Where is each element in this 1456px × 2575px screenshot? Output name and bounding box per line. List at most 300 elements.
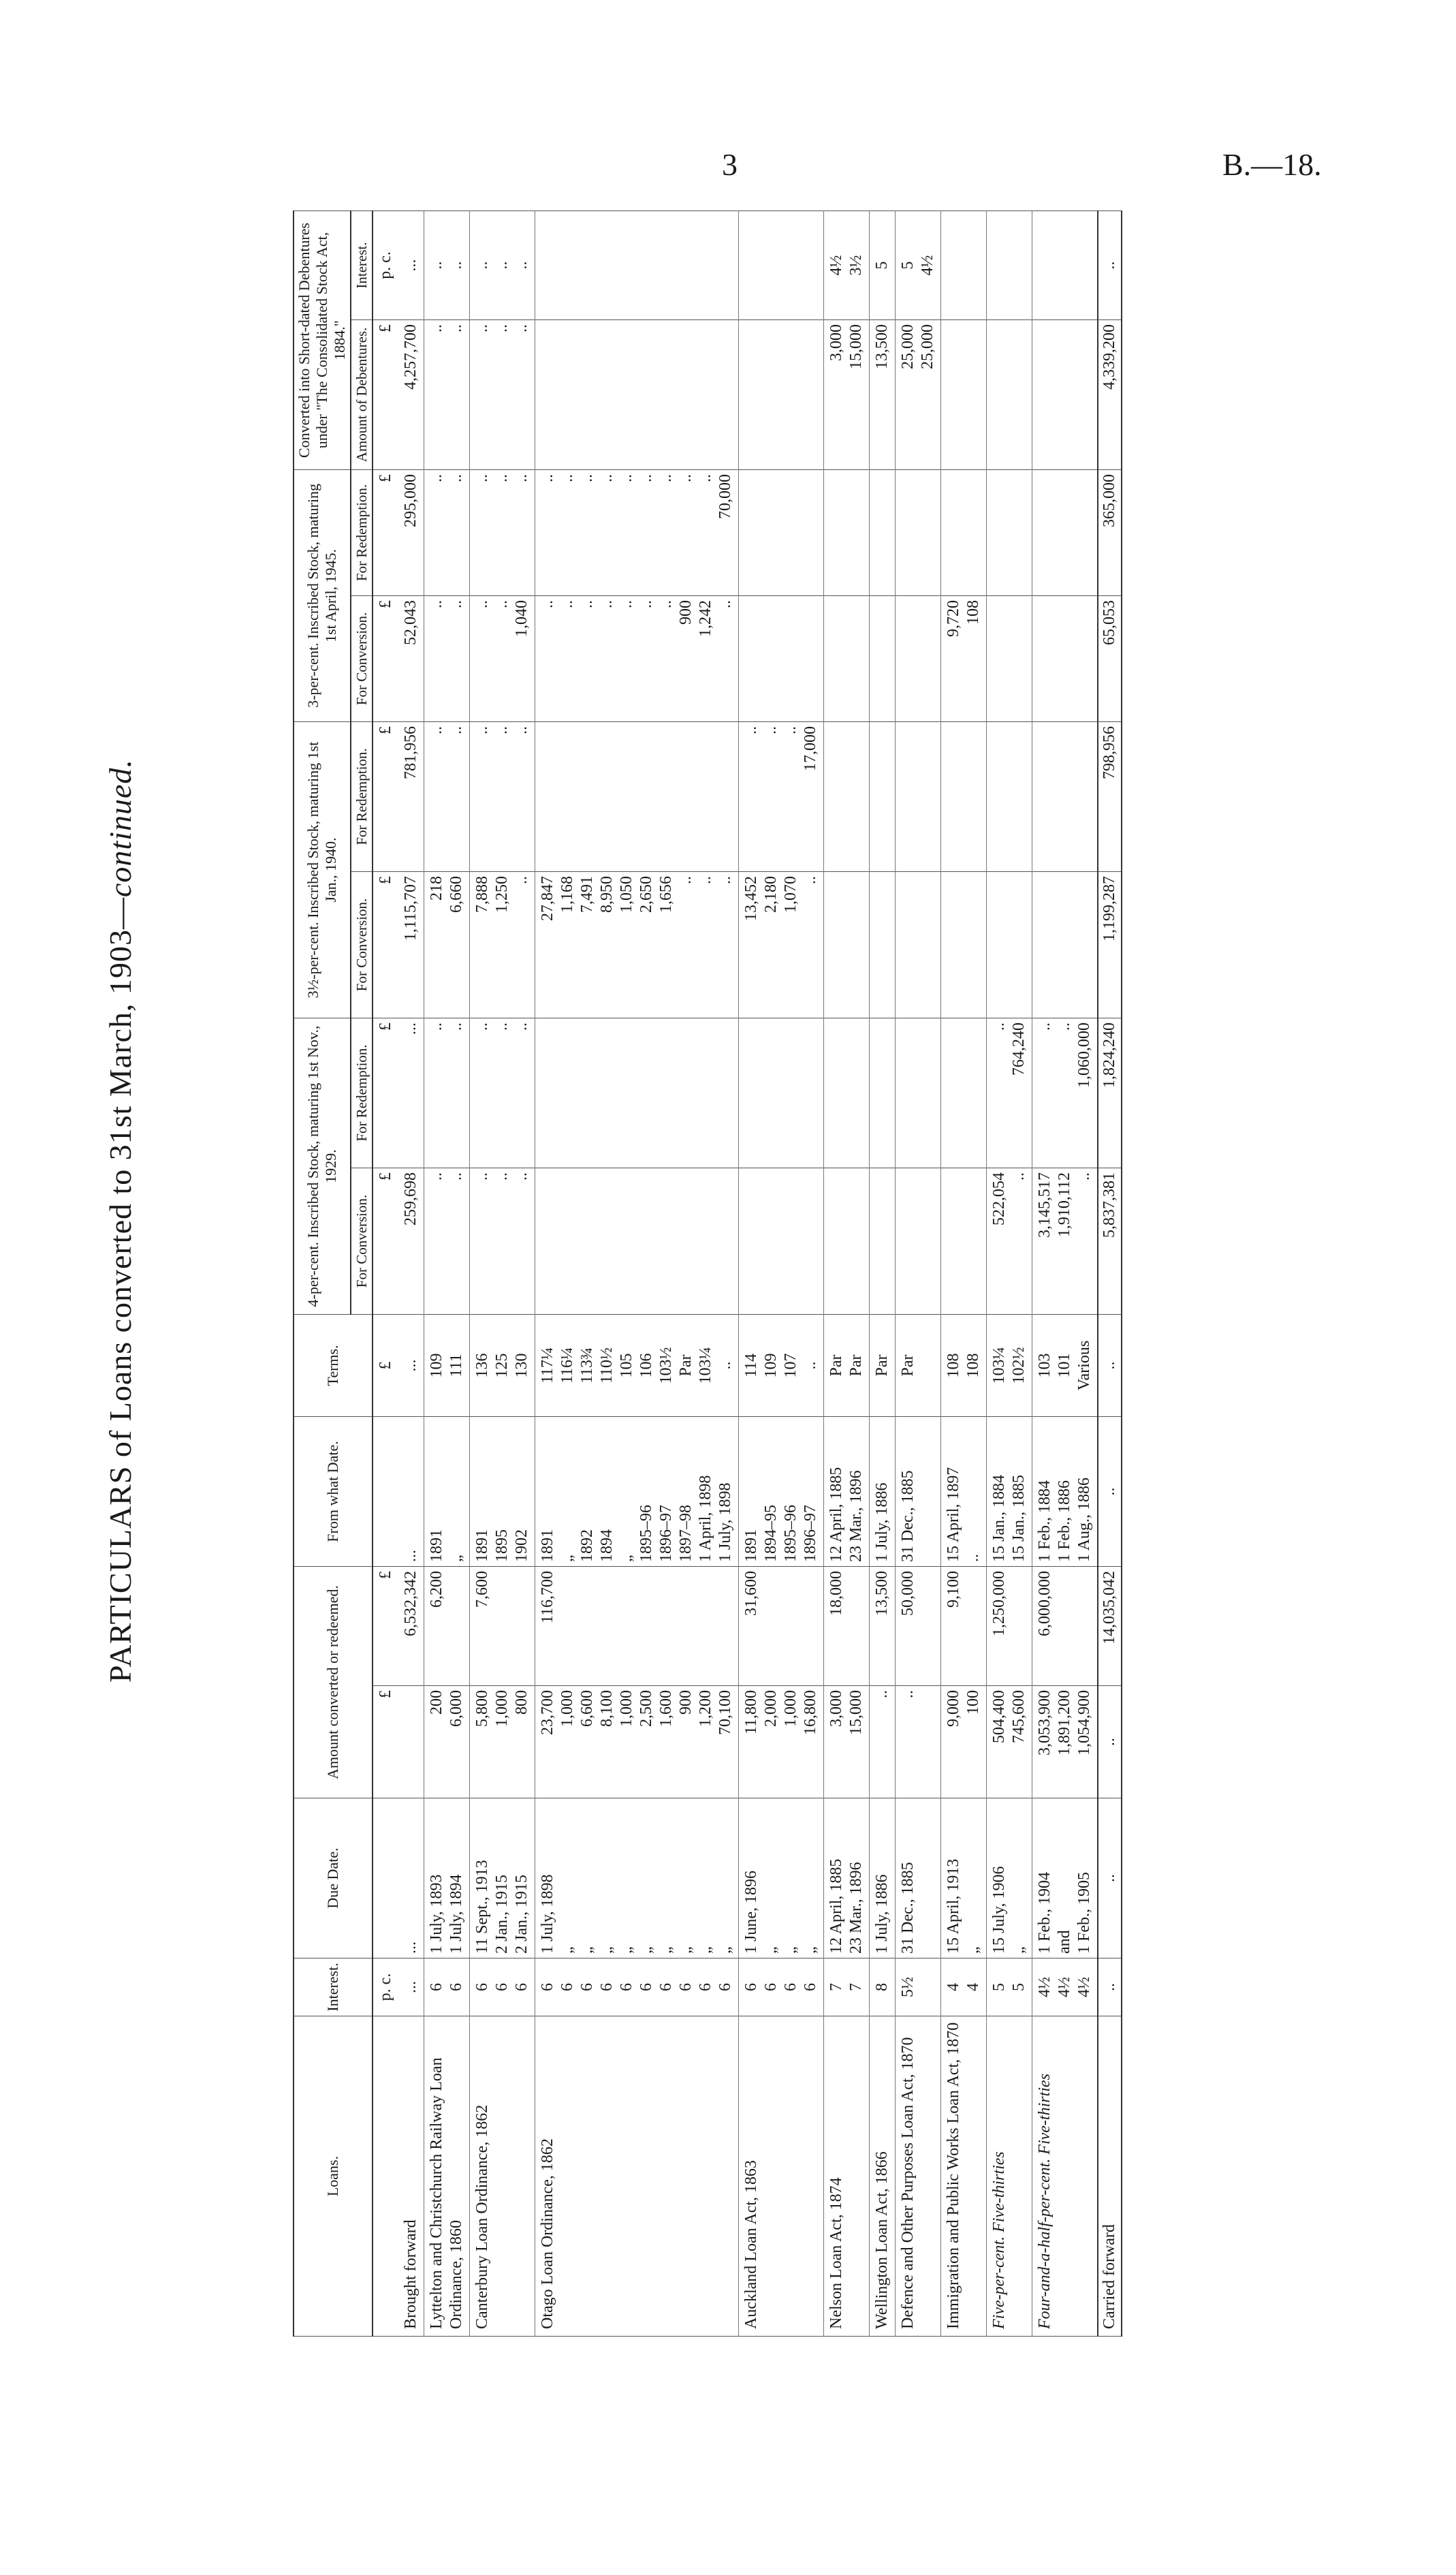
amount-detail-cell	[470, 1686, 535, 1798]
col-three-pc: 3-per-cent. Inscribed Stock, maturing 1st April, 1945.	[294, 469, 351, 721]
interest-cell	[398, 1958, 424, 2016]
cell-line: 6,000,000	[1036, 1570, 1054, 1636]
cell-line: 1895–96	[782, 1504, 800, 1562]
cell-line: ..	[513, 324, 531, 332]
loan-name-cell: Lyttelton and Christchurch Railway Loan Ordinance, 1860	[424, 2016, 470, 2337]
three-pc-conversion-cell	[824, 595, 870, 721]
cell-line: 1,000	[558, 1690, 576, 1727]
cell-line: 27,847	[539, 875, 556, 921]
debenture-amount-cell	[941, 319, 987, 469]
table-row	[535, 210, 739, 2336]
amount-total-cell	[870, 1566, 896, 1685]
amount-detail-cell	[870, 1686, 896, 1798]
cell-line: 1,040	[513, 599, 531, 637]
cell-line: ..	[428, 1172, 445, 1181]
four-pc-conversion-cell	[941, 1168, 987, 1314]
four-pc-conversion-cell	[1032, 1168, 1098, 1314]
cell-line: 7,600	[473, 1570, 491, 1608]
cell-line: „	[618, 1946, 635, 1954]
cell-line: Par	[873, 1354, 891, 1377]
debenture-interest-cell	[896, 210, 941, 319]
col-interest: Interest.	[294, 1958, 373, 2016]
due-date-cell	[824, 1798, 870, 1958]
cell-line: 1,054,900	[1075, 1690, 1093, 1755]
cell-line: ..	[598, 599, 616, 608]
cell-line: ..	[428, 324, 445, 332]
debenture-amount-cell	[398, 319, 424, 469]
cell-line: 15,000	[847, 324, 865, 369]
cell-line: 1891	[539, 1529, 556, 1562]
cell-line: 108	[964, 599, 982, 625]
cell-line: 16,800	[802, 1690, 819, 1735]
cell-line: ..	[493, 725, 511, 734]
from-date-cell	[870, 1416, 896, 1566]
cell-line: 116¼	[558, 1347, 576, 1384]
debenture-interest-cell	[1032, 210, 1098, 319]
cell-line: 218	[428, 875, 445, 901]
page-number: 3	[722, 147, 738, 182]
three-half-pc-conversion-cell	[941, 871, 987, 1018]
table-row	[1032, 210, 1098, 2336]
col-3-conv: For Conversion.	[351, 595, 373, 721]
amount-total-cell	[1032, 1566, 1098, 1685]
cell-line: ..	[697, 875, 714, 884]
cell-line: 1 June, 1896	[742, 1871, 760, 1954]
cell-line: 117¼	[539, 1347, 556, 1384]
cell-line: 4½	[827, 255, 845, 276]
debenture-interest-cell	[941, 210, 987, 319]
three-pc-redemption-cell	[987, 469, 1032, 595]
three-half-pc-redemption-cell	[824, 721, 870, 871]
cell-line: ..	[447, 261, 465, 270]
cell-line: ..	[742, 725, 760, 734]
debenture-interest-cell	[398, 210, 424, 319]
cell-line: „	[657, 1946, 675, 1954]
cell-line: ..	[447, 473, 465, 482]
cell-line: 1 July, 1886	[873, 1874, 891, 1954]
cell-line: 31,600	[742, 1570, 760, 1616]
three-half-pc-conversion-cell	[535, 871, 739, 1018]
interest-cell	[470, 1958, 535, 2016]
four-pc-redemption-cell	[896, 1018, 941, 1168]
cell-line: 6	[618, 1983, 635, 1991]
debenture-interest-cell	[870, 210, 896, 319]
cell-line: 23 Mar., 1896	[847, 1470, 865, 1562]
cell-line: 106	[637, 1353, 655, 1378]
cell-line: 103	[1036, 1353, 1054, 1378]
cell-line: 6	[473, 1983, 491, 1991]
total-35-conv: 1,199,287	[1098, 871, 1122, 1018]
rotated-table-stage	[293, 211, 1355, 2337]
cell-line: 1,060,000	[1075, 1022, 1093, 1088]
three-pc-redemption-cell	[424, 469, 470, 595]
cell-line: 8	[873, 1983, 891, 1991]
cell-line: 7,491	[578, 875, 596, 913]
cell-line: „	[558, 1946, 576, 1954]
cell-line: 2,650	[637, 875, 655, 913]
cell-line: ..	[618, 599, 635, 608]
cell-line: 1 July, 1898	[716, 1482, 734, 1562]
cell-line: 103¼	[990, 1347, 1008, 1384]
debenture-interest-cell	[424, 210, 470, 319]
cell-line: „	[447, 1555, 465, 1562]
table-row	[739, 210, 824, 2336]
cell-line: ...	[402, 1549, 420, 1562]
cell-line: 295,000	[402, 473, 420, 527]
unit-pound: £	[373, 595, 398, 721]
cell-line: 8,950	[598, 875, 616, 913]
three-pc-conversion-cell	[535, 595, 739, 721]
col-amount: Amount converted or redeemed.	[294, 1566, 373, 1798]
due-date-cell	[424, 1798, 470, 1958]
three-half-pc-conversion-cell	[896, 871, 941, 1018]
three-pc-redemption-cell	[470, 469, 535, 595]
unit-pound: £	[373, 1566, 398, 1685]
cell-line: 2 Jan., 1915	[513, 1875, 531, 1954]
amount-total-cell	[398, 1566, 424, 1685]
amount-detail-cell	[398, 1686, 424, 1798]
cell-line: 15 Jan., 1884	[990, 1474, 1008, 1562]
debenture-amount-cell	[535, 319, 739, 469]
col-35-red: For Redemption.	[351, 721, 373, 871]
cell-line: ..	[697, 473, 714, 482]
due-date-cell	[896, 1798, 941, 1958]
due-date-cell	[941, 1798, 987, 1958]
amount-detail-cell	[535, 1686, 739, 1798]
cell-line: ...	[402, 259, 420, 272]
interest-cell	[824, 1958, 870, 2016]
cell-line: 113¾	[578, 1347, 596, 1384]
four-pc-conversion-cell	[470, 1168, 535, 1314]
title-main: PARTICULARS of Loans converted to 31st March, 1903—	[103, 896, 138, 1683]
cell-line: ..	[493, 1172, 511, 1181]
cell-line: ..	[447, 599, 465, 608]
from-date-cell	[424, 1416, 470, 1566]
cell-line: 4½	[919, 255, 936, 276]
cell-line: „	[762, 1946, 780, 1954]
cell-line: 3,000	[827, 324, 845, 361]
unit-pound: £	[373, 721, 398, 871]
cell-line: 1 July, 1886	[873, 1482, 891, 1562]
amount-detail-cell	[824, 1686, 870, 1798]
three-pc-conversion-cell	[398, 595, 424, 721]
three-pc-conversion-cell	[470, 595, 535, 721]
cell-line: ..	[598, 473, 616, 482]
loan-name-cell: Otago Loan Ordinance, 1862	[535, 2016, 739, 2337]
four-pc-redemption-cell	[470, 1018, 535, 1168]
cell-line: 5	[873, 261, 891, 270]
cell-line: 9,720	[945, 599, 962, 637]
four-pc-redemption-cell	[535, 1018, 739, 1168]
loan-name-cell: Five-per-cent. Five-thirties	[987, 2016, 1032, 2337]
cell-line: 1,050	[618, 875, 635, 913]
interest-cell	[896, 1958, 941, 2016]
from-date-cell	[987, 1416, 1032, 1566]
three-half-pc-redemption-cell	[870, 721, 896, 871]
cell-line: 3,145,517	[1036, 1172, 1054, 1238]
cell-line: ..	[428, 473, 445, 482]
three-half-pc-redemption-cell	[941, 721, 987, 871]
cell-line: 5	[990, 1983, 1008, 1991]
cell-line: 13,500	[873, 1570, 891, 1616]
cell-line: ..	[493, 473, 511, 482]
cell-line: ..	[428, 261, 445, 270]
three-half-pc-redemption-cell	[398, 721, 424, 871]
page-title	[102, 320, 138, 1683]
cell-line: ..	[677, 473, 695, 482]
cell-line: Various	[1075, 1340, 1093, 1391]
cell-line: ..	[513, 261, 531, 270]
cell-line: 1 Feb., 1904	[1036, 1872, 1054, 1954]
interest-cell	[1032, 1958, 1098, 2016]
cell-line: Par	[827, 1354, 845, 1377]
loan-name-cell: Wellington Loan Act, 1866	[870, 2016, 896, 2337]
amount-total-cell	[896, 1566, 941, 1685]
cell-line: 6	[742, 1983, 760, 1991]
cell-line: 259,698	[402, 1172, 420, 1226]
terms-cell	[941, 1314, 987, 1416]
cell-line: 1891	[473, 1529, 491, 1562]
three-half-pc-redemption-cell	[535, 721, 739, 871]
cell-line: ..	[473, 1022, 491, 1031]
cell-line: 1,891,200	[1056, 1690, 1073, 1755]
from-date-cell	[739, 1416, 824, 1566]
cell-line: 800	[513, 1690, 531, 1715]
table-row	[424, 210, 470, 2336]
cell-line: 6	[558, 1983, 576, 1991]
three-half-pc-redemption-cell	[424, 721, 470, 871]
cell-line: 9,000	[945, 1690, 962, 1727]
four-pc-conversion-cell	[870, 1168, 896, 1314]
cell-line: 900	[677, 599, 695, 625]
cell-line: 50,000	[899, 1570, 917, 1616]
cell-line: 6	[762, 1983, 780, 1991]
from-date-cell	[1032, 1416, 1098, 1566]
three-half-pc-redemption-cell	[470, 721, 535, 871]
cell-line: 1,910,112	[1056, 1172, 1073, 1238]
cell-line: „	[578, 1946, 596, 1954]
total-4-conv: 5,837,381	[1098, 1168, 1122, 1314]
three-pc-conversion-cell	[896, 595, 941, 721]
unit-pc: p. c.	[373, 1958, 398, 2016]
cell-line: 1 Feb., 1884	[1036, 1480, 1054, 1562]
cell-line: ..	[558, 473, 576, 482]
cell-line: 100	[964, 1690, 982, 1715]
four-pc-conversion-cell	[424, 1168, 470, 1314]
cell-line: 23,700	[539, 1690, 556, 1735]
col-due-date: Due Date.	[294, 1798, 373, 1958]
cell-line: ..	[637, 473, 655, 482]
cell-line: 1,000	[493, 1690, 511, 1727]
loan-name-cell: Immigration and Public Works Loan Act, 1870	[941, 2016, 987, 2337]
three-half-pc-conversion-cell	[870, 871, 896, 1018]
table-row	[824, 210, 870, 2336]
four-pc-redemption-cell	[824, 1018, 870, 1168]
cell-line: 900	[677, 1690, 695, 1715]
due-date-cell	[470, 1798, 535, 1958]
cell-line: 4½	[1056, 1977, 1073, 1997]
cell-line: ..	[782, 725, 800, 734]
cell-line: „	[802, 1946, 819, 1954]
cell-line: ..	[447, 1172, 465, 1181]
col-deb-interest: Interest.	[351, 210, 373, 319]
title-continued: continued.	[103, 759, 138, 897]
cell-line: ..	[513, 1172, 531, 1181]
loan-name-cell: Auckland Loan Act, 1863	[739, 2016, 824, 2337]
amount-detail-cell	[424, 1686, 470, 1798]
three-pc-redemption-cell	[739, 469, 824, 595]
col-35-conv: For Conversion.	[351, 871, 373, 1018]
total-4-red: 1,824,240	[1098, 1018, 1122, 1168]
units-row	[373, 210, 398, 2336]
due-date-cell	[987, 1798, 1032, 1958]
cell-line: 1 July, 1898	[539, 1874, 556, 1954]
debenture-amount-cell	[1032, 319, 1098, 469]
terms-cell	[896, 1314, 941, 1416]
unit-pound: £	[373, 1686, 398, 1798]
amount-total-cell	[470, 1566, 535, 1685]
debenture-interest-cell	[739, 210, 824, 319]
interest-cell	[987, 1958, 1032, 2016]
cell-line: ..	[716, 875, 734, 884]
amount-detail-cell	[941, 1686, 987, 1798]
cell-line: ..	[513, 473, 531, 482]
amount-total-cell	[739, 1566, 824, 1685]
terms-cell	[987, 1314, 1032, 1416]
cell-line: ..	[428, 725, 445, 734]
four-pc-redemption-cell	[1032, 1018, 1098, 1168]
cell-line: 2,180	[762, 875, 780, 913]
cell-line: ..	[762, 725, 780, 734]
four-pc-conversion-cell	[896, 1168, 941, 1314]
three-pc-conversion-cell	[424, 595, 470, 721]
cell-line: ..	[1056, 1022, 1073, 1031]
cell-line: 11,800	[742, 1690, 760, 1735]
cell-line: 1,250	[493, 875, 511, 913]
from-date-cell	[535, 1416, 739, 1566]
cell-line: 103¼	[697, 1347, 714, 1384]
cell-line: 111	[447, 1354, 465, 1377]
three-half-pc-redemption-cell	[1032, 721, 1098, 871]
cell-line: 5	[1010, 1983, 1028, 1991]
debenture-amount-cell	[987, 319, 1032, 469]
cell-line: ..	[473, 473, 491, 482]
cell-line: ..	[657, 473, 675, 482]
cell-line: 1,000	[618, 1690, 635, 1727]
cell-line: ..	[473, 1172, 491, 1181]
due-date-cell	[535, 1798, 739, 1958]
amount-detail-cell	[1032, 1686, 1098, 1798]
total-35-red: 798,956	[1098, 721, 1122, 871]
cell-line: 764,240	[1010, 1022, 1028, 1076]
cell-line: 109	[762, 1353, 780, 1378]
cell-line: 6	[447, 1983, 465, 1991]
cell-line: ..	[513, 725, 531, 734]
total-debentures: 4,339,200	[1098, 319, 1122, 469]
due-date-cell	[870, 1798, 896, 1958]
cell-line: 1896–97	[802, 1504, 819, 1562]
cell-line: 6	[716, 1983, 734, 1991]
cell-line: 7,888	[473, 875, 491, 913]
cell-line: 12 April, 1885	[827, 1858, 845, 1954]
cell-line: 136	[473, 1353, 491, 1378]
loans-conversion-table	[293, 210, 1122, 2337]
cell-line: 31 Dec., 1885	[899, 1470, 917, 1562]
cell-line: 4½	[1075, 1977, 1093, 1997]
cell-line: 1,070	[782, 875, 800, 913]
cell-line: 103½	[657, 1347, 675, 1384]
cell-line: ..	[716, 599, 734, 608]
cell-line: 15 Jan., 1885	[1010, 1474, 1028, 1562]
cell-line: ...	[402, 1941, 420, 1954]
cell-line: 1894–95	[762, 1504, 780, 1562]
cell-line: „	[964, 1946, 982, 1954]
cell-line: Par	[847, 1354, 865, 1377]
cell-line: 4½	[1036, 1977, 1054, 1997]
unit-pound: £	[373, 1018, 398, 1168]
cell-line: 6	[513, 1983, 531, 1991]
cell-line: 2,500	[637, 1690, 655, 1727]
amount-detail-cell	[896, 1686, 941, 1798]
amount-total-cell	[941, 1566, 987, 1685]
cell-line: ..	[1036, 1022, 1054, 1031]
col-4-red: For Redemption.	[351, 1018, 373, 1168]
cell-line: 114	[742, 1353, 760, 1378]
cell-line: 1,168	[558, 875, 576, 913]
cell-line: ..	[964, 1553, 982, 1562]
debenture-amount-cell	[470, 319, 535, 469]
cell-line: 108	[964, 1353, 982, 1378]
unit-pc: p. c.	[373, 210, 398, 319]
cell-line: and	[1056, 1930, 1073, 1954]
cell-line: 17,000	[802, 725, 819, 771]
loan-name-cell: Nelson Loan Act, 1874	[824, 2016, 870, 2337]
cell-line: 4,257,700	[402, 324, 420, 390]
due-date-cell	[398, 1798, 424, 1958]
terms-cell	[424, 1314, 470, 1416]
amount-detail-cell	[987, 1686, 1032, 1798]
three-half-pc-conversion-cell	[739, 871, 824, 1018]
terms-cell	[535, 1314, 739, 1416]
from-date-cell	[398, 1416, 424, 1566]
cell-line: ...	[402, 1359, 420, 1372]
cell-line: 110½	[598, 1347, 616, 1384]
total-dots: ..	[1098, 1798, 1122, 1958]
cell-line: 1892	[578, 1529, 596, 1562]
cell-line: 13,452	[742, 875, 760, 921]
loan-name-cell: Defence and Other Purposes Loan Act, 1870	[896, 2016, 941, 2337]
three-pc-redemption-cell	[398, 469, 424, 595]
interest-cell	[941, 1958, 987, 2016]
terms-cell	[870, 1314, 896, 1416]
cell-line: „	[782, 1946, 800, 1954]
parliamentary-reference: B.—18.	[1222, 147, 1322, 182]
cell-line: 25,000	[899, 324, 917, 369]
cell-line: Par	[677, 1354, 695, 1377]
cell-line: 101	[1056, 1353, 1073, 1378]
cell-line: „	[637, 1946, 655, 1954]
total-dots: ..	[1098, 1958, 1122, 2016]
cell-line: 107	[782, 1353, 800, 1378]
cell-line: 15,000	[847, 1690, 865, 1735]
cell-line: 1 Feb., 1905	[1075, 1872, 1093, 1954]
cell-line: 1 Feb., 1886	[1056, 1480, 1073, 1562]
col-4-conv: For Conversion.	[351, 1168, 373, 1314]
cell-line: 6	[637, 1983, 655, 1991]
cell-line: 109	[428, 1353, 445, 1378]
terms-cell	[398, 1314, 424, 1416]
cell-line: ..	[539, 473, 556, 482]
